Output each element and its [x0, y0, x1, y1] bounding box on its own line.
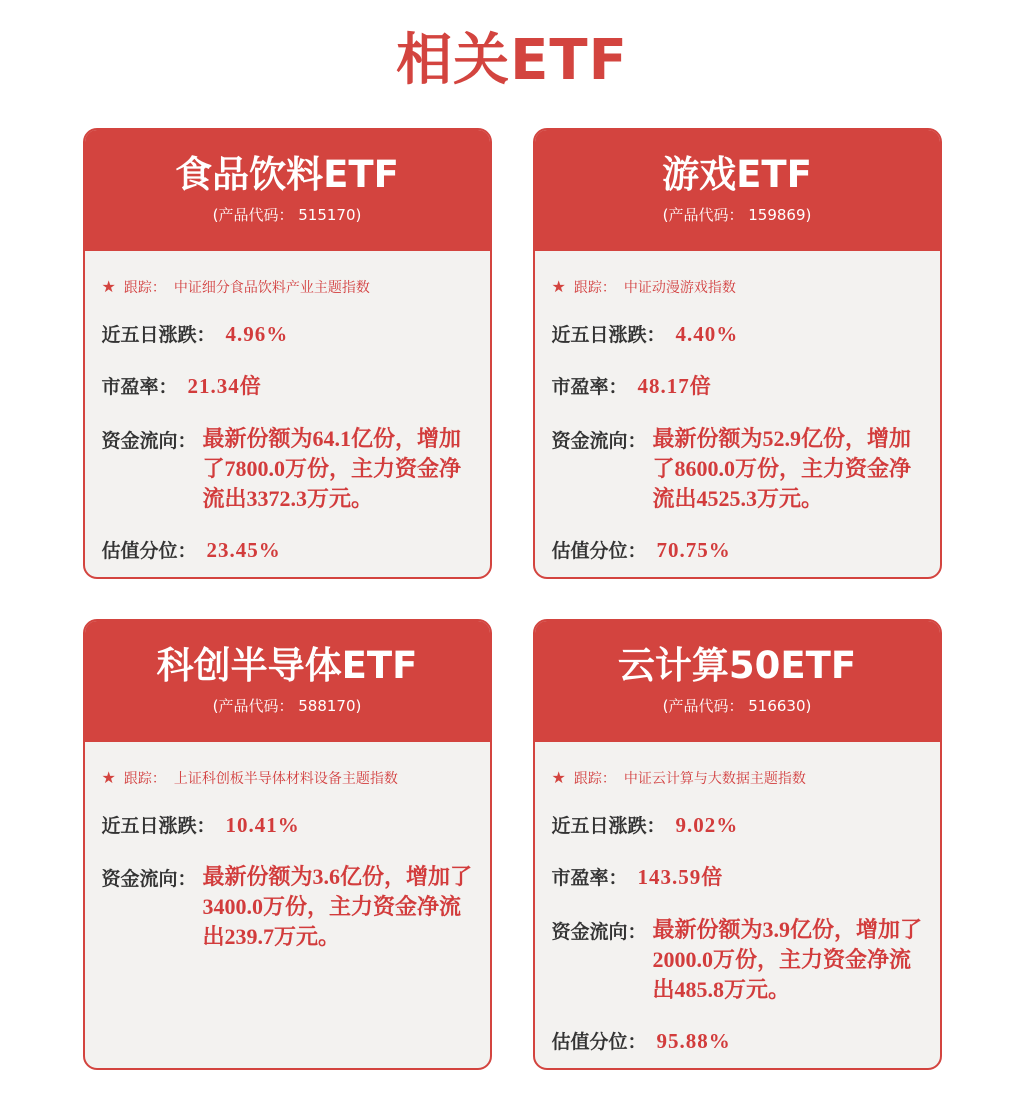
- valuation-percentile-value: 23.45%: [206, 538, 281, 562]
- etf-product-code: (产品代码： 588170): [212, 697, 362, 716]
- fund-flow-row: [102, 862, 474, 952]
- track-index-name: 中证动漫游戏指数: [623, 280, 736, 296]
- five-day-change-value: 4.96%: [225, 322, 289, 346]
- etf-card-game: [533, 128, 942, 579]
- card-body: [85, 742, 490, 952]
- fund-flow-label: 资金流向：: [101, 868, 197, 890]
- etf-name: 游戏ETF: [662, 152, 812, 196]
- card-body: [85, 251, 490, 563]
- track-index-row: [552, 768, 924, 788]
- fund-flow-value: 最新份额为3.6亿份，增加了3400.0万份，主力资金净流出239.7万元。: [202, 864, 473, 949]
- etf-name: 云计算50ETF: [617, 643, 857, 687]
- etf-product-code: (产品代码： 515170): [212, 206, 362, 225]
- valuation-percentile-row: [102, 536, 474, 563]
- fund-flow-row: [102, 424, 474, 514]
- star-icon: ★: [101, 277, 116, 296]
- pe-ratio-value: 143.59倍: [637, 865, 724, 889]
- track-label: 跟踪：: [573, 280, 616, 296]
- track-index-row: [102, 768, 474, 788]
- card-header: [85, 130, 490, 251]
- five-day-change-value: 4.40%: [675, 322, 739, 346]
- five-day-change-row: [102, 811, 474, 838]
- etf-product-code: (产品代码： 159869): [662, 206, 812, 225]
- pe-ratio-row: [552, 370, 924, 400]
- card-header: [535, 130, 940, 251]
- five-day-change-row: [102, 320, 474, 347]
- fund-flow-label: 资金流向：: [101, 430, 197, 452]
- etf-card-semiconductor: [83, 619, 492, 1070]
- card-body: [535, 251, 940, 563]
- valuation-percentile-row: [552, 536, 924, 563]
- pe-ratio-label: 市盈率：: [551, 867, 628, 889]
- star-icon: ★: [551, 768, 566, 787]
- etf-card-cloud-computing: [533, 619, 942, 1070]
- track-label: 跟踪：: [573, 771, 616, 787]
- fund-flow-row: [552, 424, 924, 514]
- valuation-percentile-row: [552, 1027, 924, 1054]
- star-icon: ★: [551, 277, 566, 296]
- five-day-change-row: [552, 320, 924, 347]
- pe-ratio-label: 市盈率：: [101, 376, 178, 398]
- five-day-change-label: 近五日涨跌：: [551, 815, 666, 837]
- fund-flow-label: 资金流向：: [551, 430, 647, 452]
- valuation-percentile-label: 估值分位：: [551, 540, 647, 562]
- track-index-name: 中证细分食品饮料产业主题指数: [173, 280, 370, 296]
- etf-name: 科创半导体ETF: [156, 643, 418, 687]
- valuation-percentile-value: 70.75%: [656, 538, 731, 562]
- track-index-name: 中证云计算与大数据主题指数: [623, 771, 806, 787]
- star-icon: ★: [101, 768, 116, 787]
- track-index-name: 上证科创板半导体材料设备主题指数: [173, 771, 398, 787]
- pe-ratio-row: [552, 861, 924, 891]
- track-label: 跟踪：: [123, 771, 166, 787]
- fund-flow-row: [552, 915, 924, 1005]
- pe-ratio-value: 21.34倍: [187, 374, 262, 398]
- pe-ratio-label: 市盈率：: [551, 376, 628, 398]
- valuation-percentile-label: 估值分位：: [101, 540, 197, 562]
- etf-name: 食品饮料ETF: [175, 152, 399, 196]
- pe-ratio-row: [102, 370, 474, 400]
- fund-flow-value: 最新份额为3.9亿份，增加了2000.0万份，主力资金净流出485.8万元。: [652, 917, 923, 1002]
- card-header: [85, 621, 490, 742]
- five-day-change-label: 近五日涨跌：: [551, 324, 666, 346]
- five-day-change-value: 10.41%: [225, 813, 300, 837]
- etf-product-code: (产品代码： 516630): [662, 697, 812, 716]
- five-day-change-label: 近五日涨跌：: [101, 324, 216, 346]
- track-index-row: [552, 277, 924, 297]
- five-day-change-value: 9.02%: [675, 813, 739, 837]
- etf-card-grid: [0, 128, 1024, 1070]
- valuation-percentile-label: 估值分位：: [551, 1031, 647, 1053]
- fund-flow-value: 最新份额为64.1亿份，增加了7800.0万份，主力资金净流出3372.3万元。: [202, 426, 462, 511]
- page-title: 相关ETF: [396, 28, 628, 93]
- pe-ratio-value: 48.17倍: [637, 374, 712, 398]
- valuation-percentile-value: 95.88%: [656, 1029, 731, 1053]
- five-day-change-label: 近五日涨跌：: [101, 815, 216, 837]
- five-day-change-row: [552, 811, 924, 838]
- track-index-row: [102, 277, 474, 297]
- fund-flow-value: 最新份额为52.9亿份，增加了8600.0万份，主力资金净流出4525.3万元。: [652, 426, 912, 511]
- etf-card-food-beverage: [83, 128, 492, 579]
- card-header: [535, 621, 940, 742]
- card-body: [535, 742, 940, 1054]
- fund-flow-label: 资金流向：: [551, 921, 647, 943]
- track-label: 跟踪：: [123, 280, 166, 296]
